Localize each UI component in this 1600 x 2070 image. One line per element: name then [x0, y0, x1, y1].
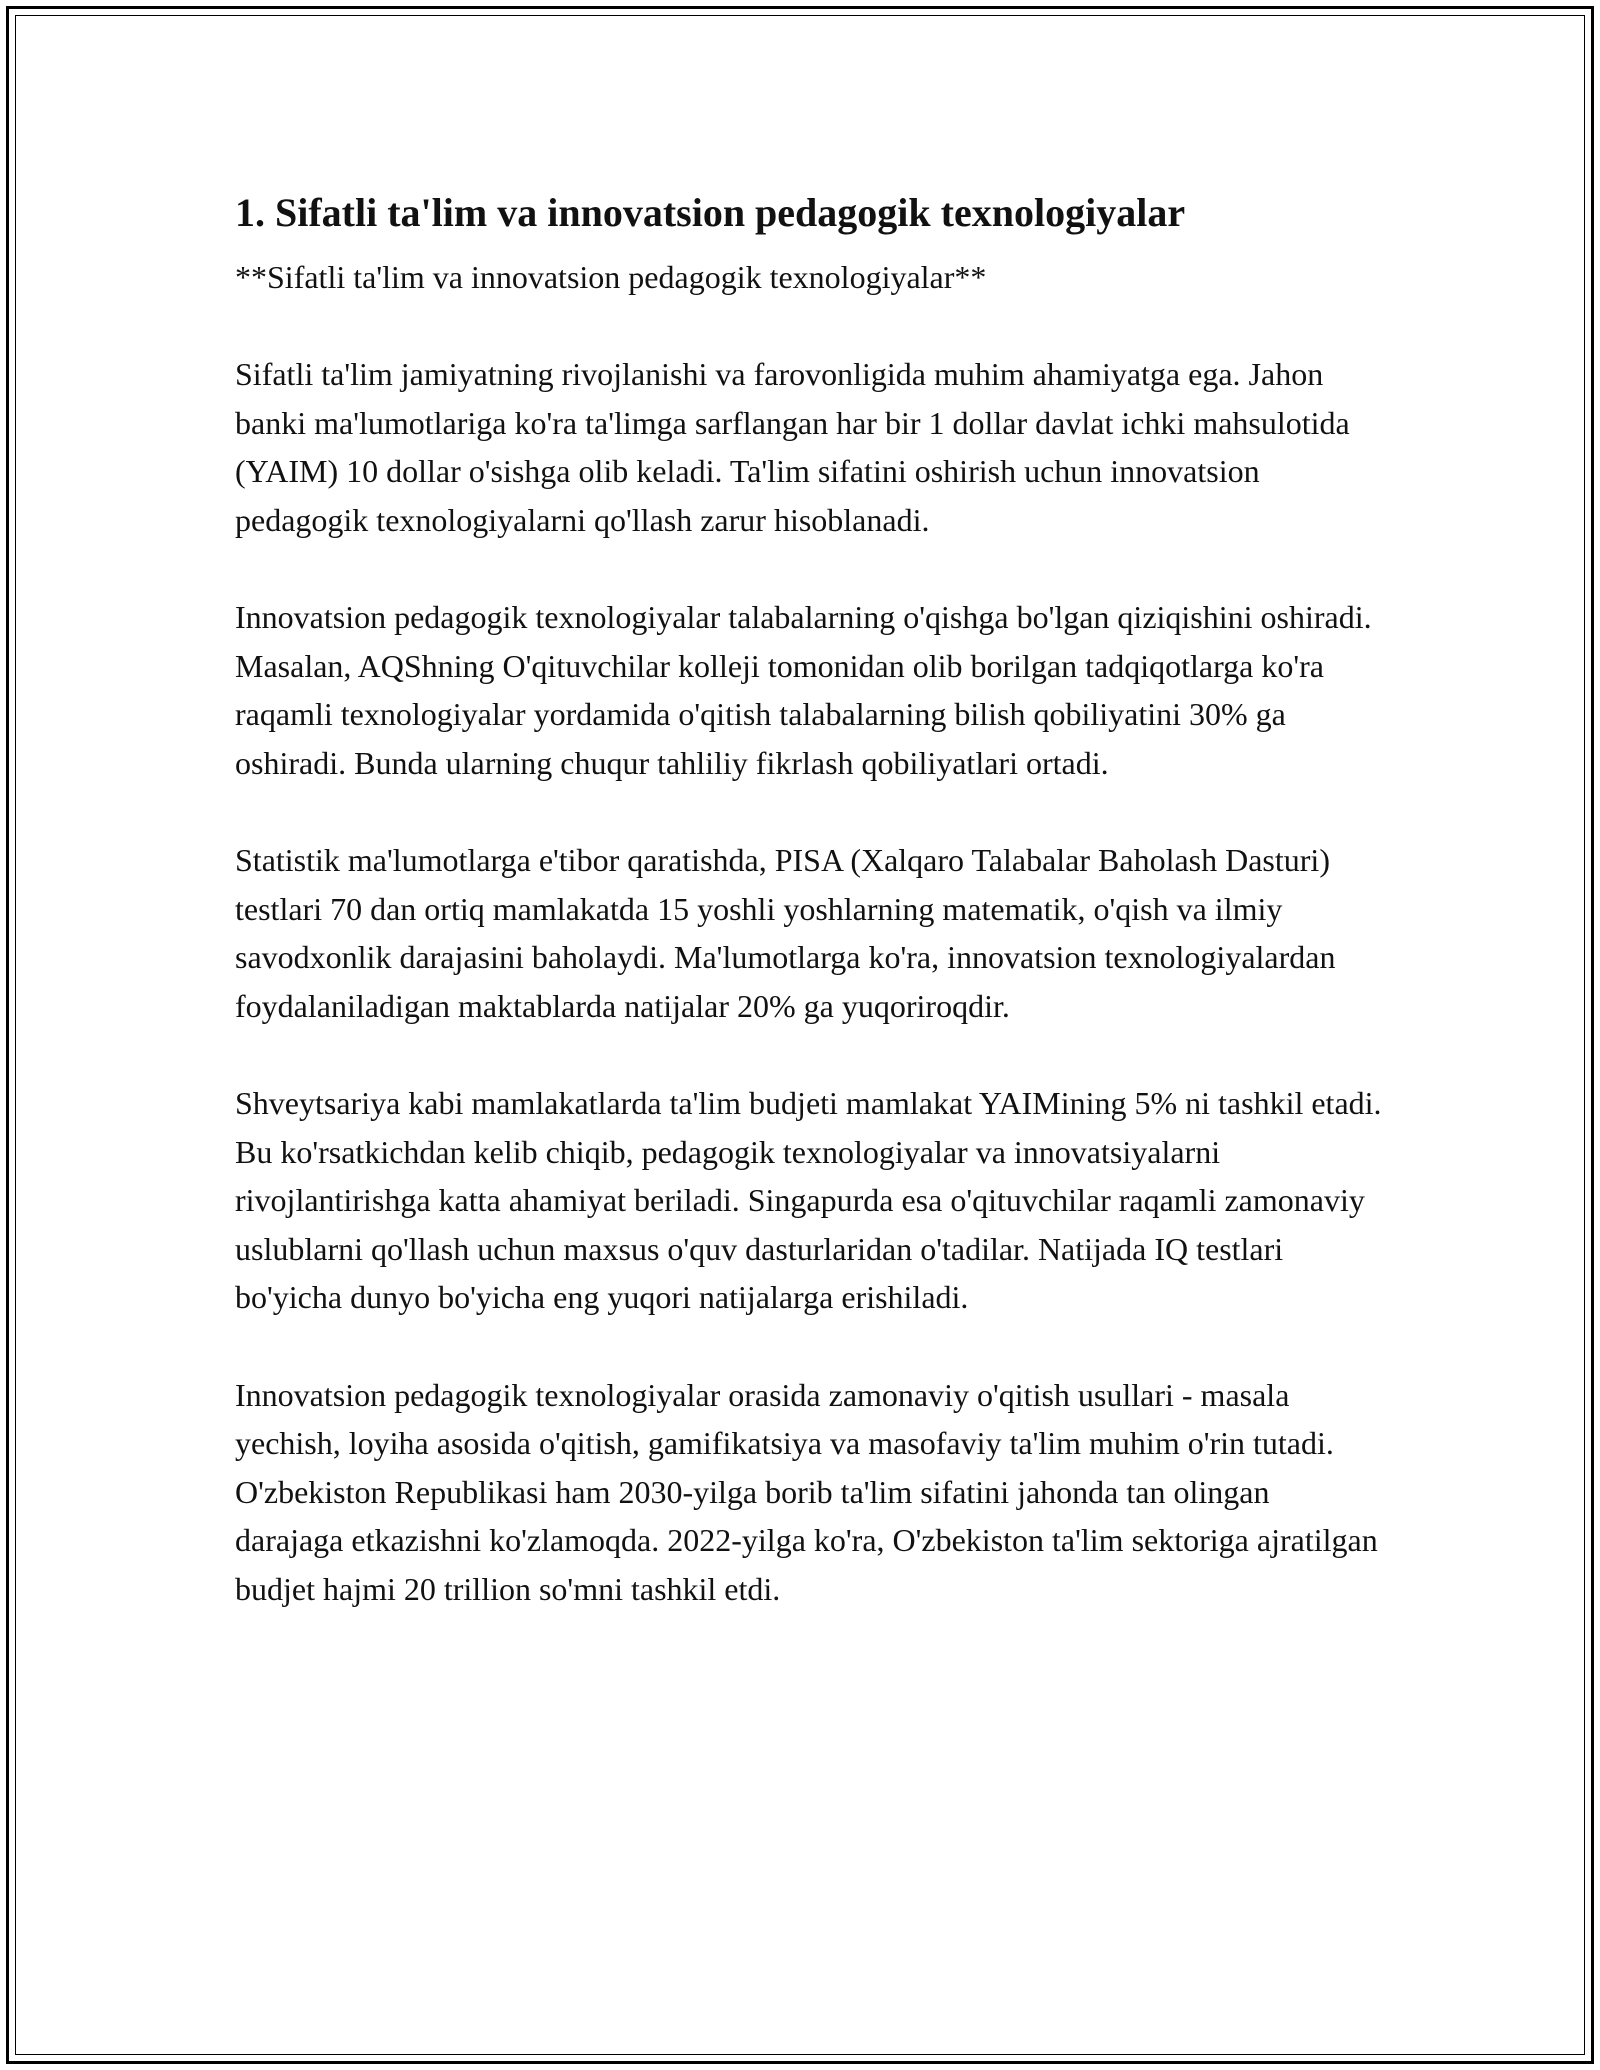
- paragraph-5: Innovatsion pedagogik texnologiyalar orasida zamonaviy o'qitish usullari - masala yechish, loyiha asosida o'qitish, gamifikatsiya va masofaviy ta'lim muhim o'rin tutadi. O'zbekiston Republikasi ham 2030-yilga borib ta'lim sifatini jahonda tan olingan darajaga etkazishni ko'zlamoqda. 2022-yilga ko'ra, O'zbekiston ta'lim sektoriga ajratilgan budjet hajmi 20 trillion so'mni tashkil etdi.: [235, 1376, 1378, 1607]
- document-title: 1. Sifatli ta'lim va innovatsion pedagogik texnologiyalar: [235, 190, 1186, 235]
- paragraph-1: Sifatli ta'lim jamiyatning rivojlanishi va farovonligida muhim ahamiyatga ega. Jahon banki ma'lumotlariga ko'ra ta'limga sarflangan har bir 1 dollar davlat ichki mahsulotida (YAIM) 10 dollar o'sishga olib keladi. Ta'lim sifatini oshirish uchun innovatsion pedagogik texnologiyalarni qo'llash zarur hisoblanadi.: [235, 356, 1350, 538]
- paragraph-3: Statistik ma'lumotlarga e'tibor qaratishda, PISA (Xalqaro Talabalar Baholash Dasturi) testlari 70 dan ortiq mamlakatda 15 yoshli yoshlarning matematik, o'qish va ilmiy savodxonlik darajasini baholaydi. Ma'lumotlarga ko'ra, innovatsion texnologiyalardan foydalaniladigan maktablarda natijalar 20% ga yuqoriroqdir.: [235, 842, 1336, 1024]
- paragraph-4: Shveytsariya kabi mamlakatlarda ta'lim budjeti mamlakat YAIMining 5% ni tashkil etadi. Bu ko'rsatkichdan kelib chiqib, pedagogik texnologiyalar va innovatsiyalarni rivojlantirishga katta ahamiyat beriladi. Singapurda esa o'qituvchilar raqamli zamonaviy uslublarni qo'llash uchun maxsus o'quv dasturlaridan o'tadilar. Natijada IQ testlari bo'yicha dunyo bo'yicha eng yuqori natijalarga erishiladi.: [235, 1085, 1382, 1315]
- paragraph-2: Innovatsion pedagogik texnologiyalar talabalarning o'qishga bo'lgan qiziqishini oshiradi. Masalan, AQShning O'qituvchilar kolleji tomonidan olib borilgan tadqiqotlarga ko'ra raqamli texnologiyalar yordamida o'qitish talabalarning bilish qobiliyatini 30% ga oshiradi. Bunda ularning chuqur tahliliy fikrlash qobiliyatlari ortadi.: [235, 599, 1372, 781]
- document-body: [235, 184, 1385, 1613]
- document-subtitle: **Sifatli ta'lim va innovatsion pedagogik texnologiyalar**: [235, 259, 987, 295]
